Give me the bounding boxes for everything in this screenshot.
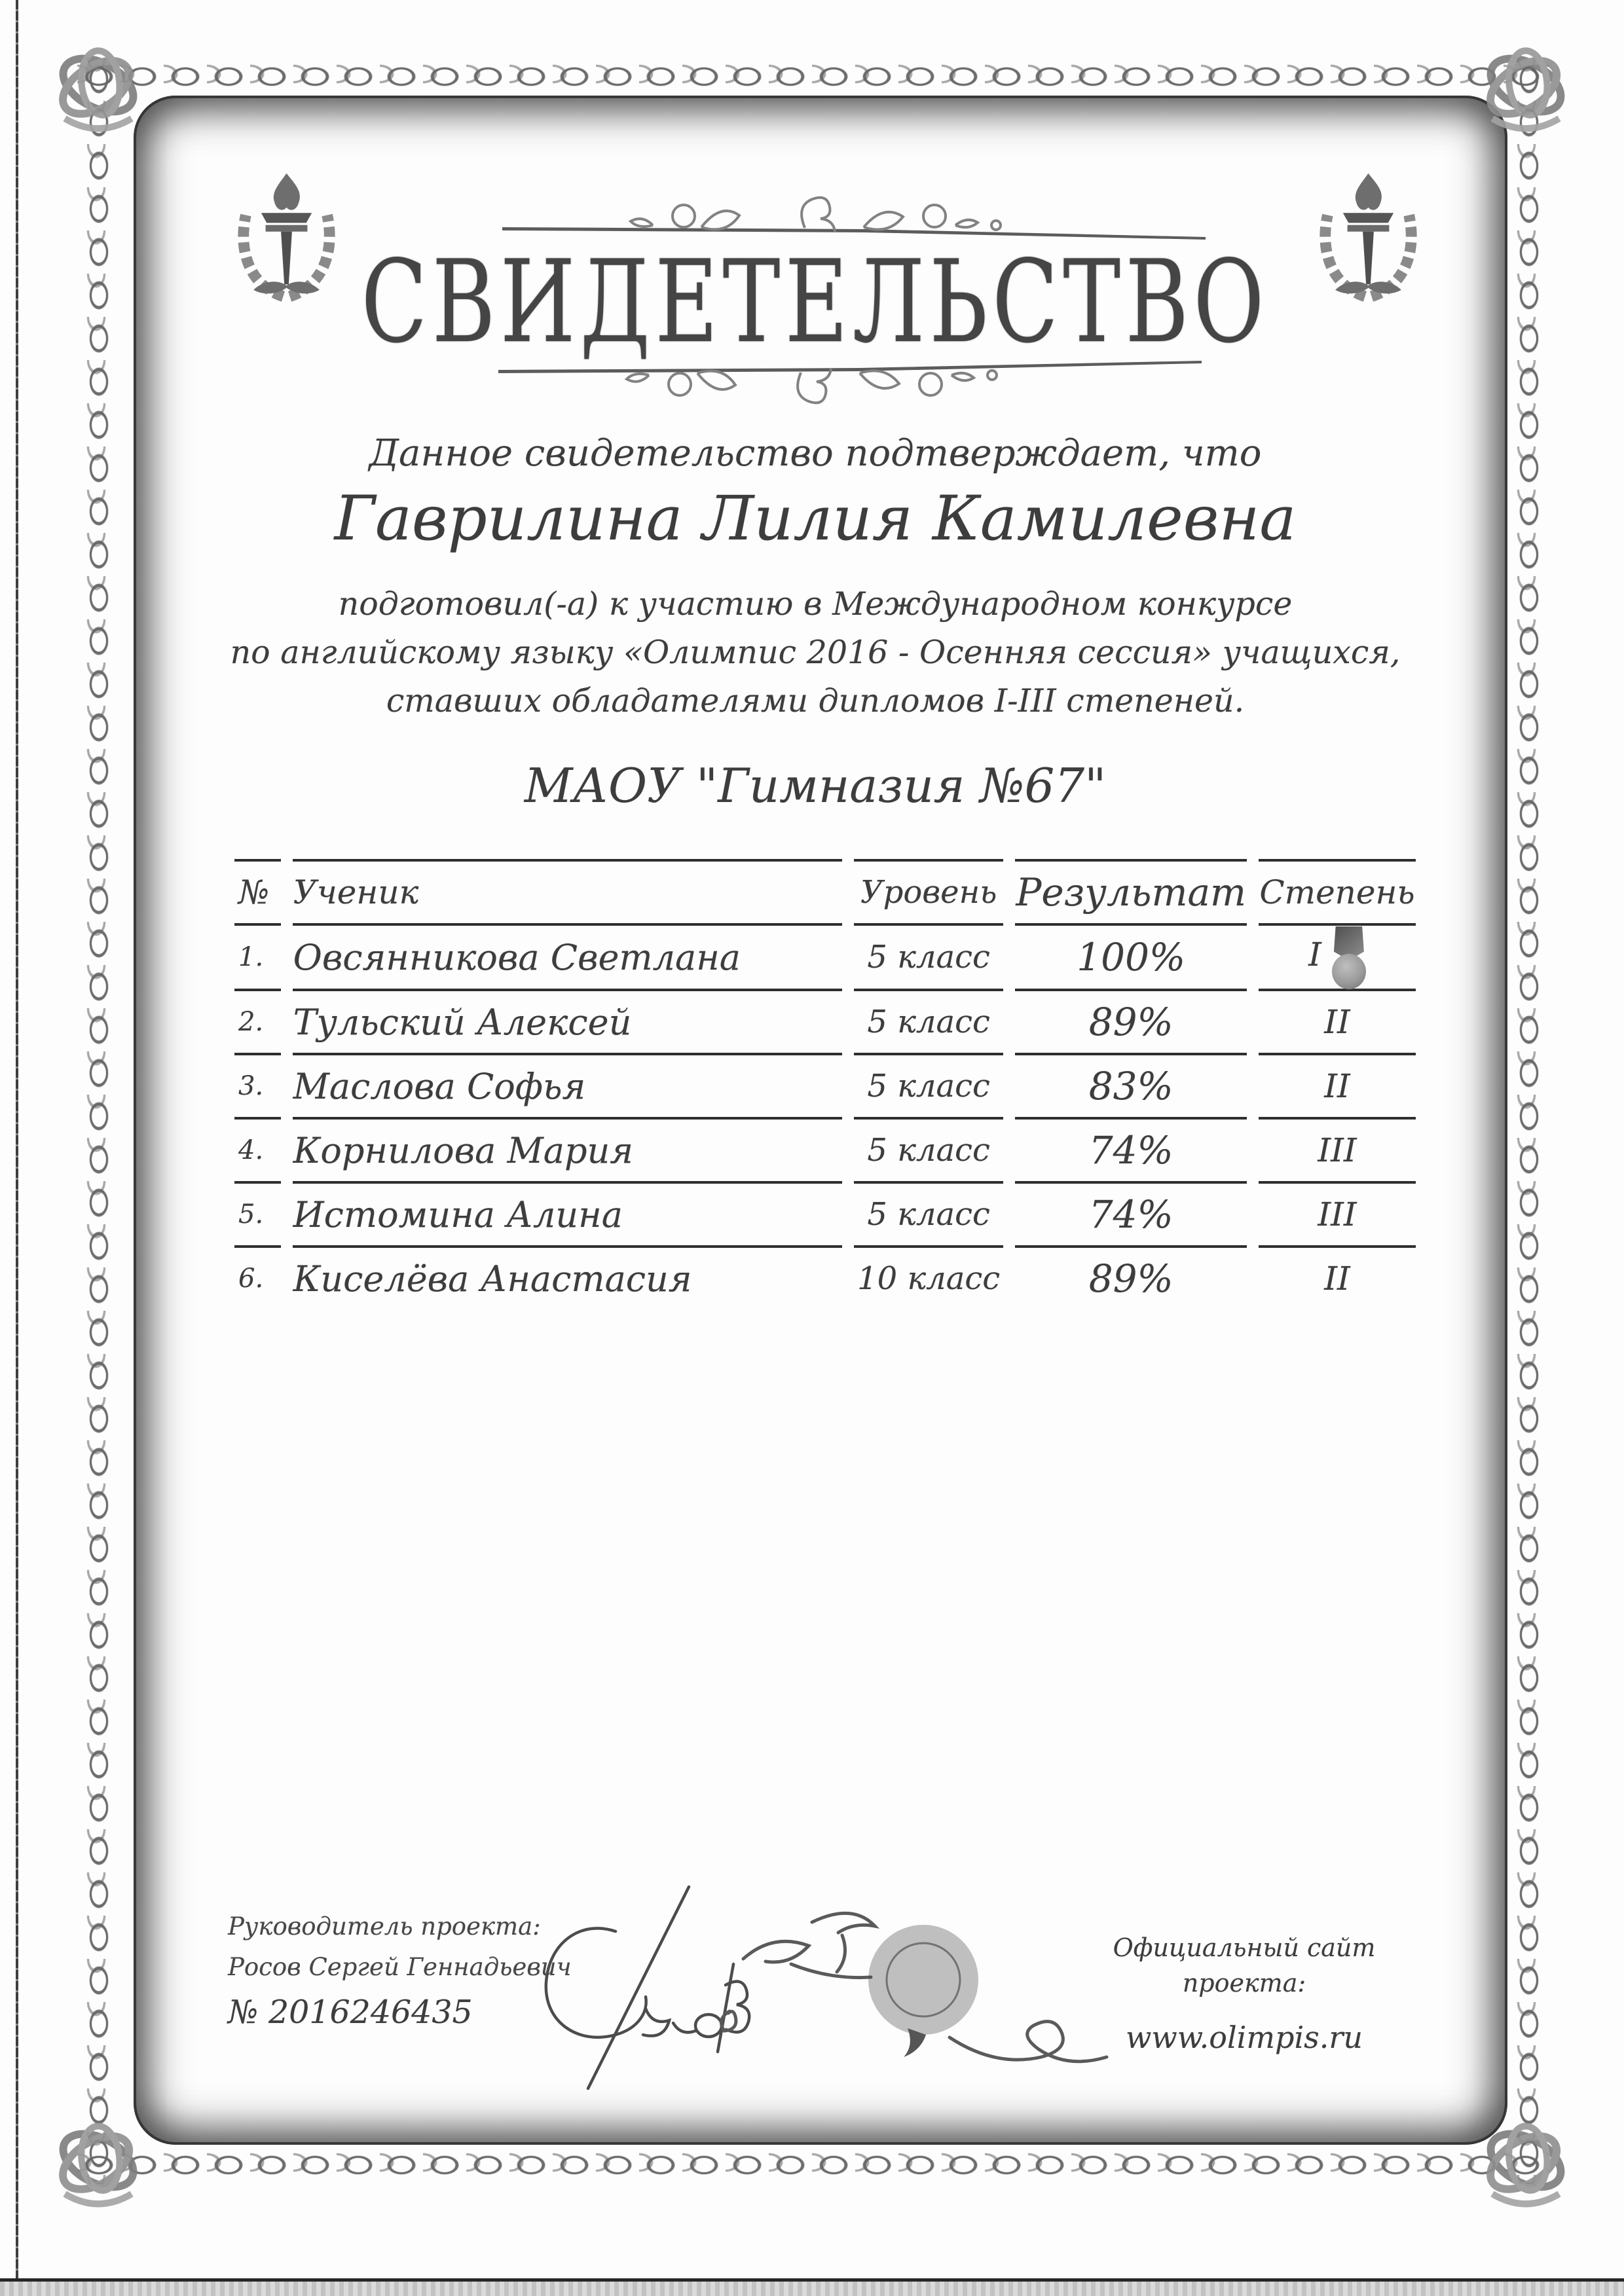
table-row: [234, 926, 1416, 991]
row-degree: II: [1259, 991, 1416, 1055]
scan-edge-line: [16, 0, 18, 2296]
certificate-title-wrap: [196, 236, 1434, 369]
row-result: 100%: [1015, 926, 1247, 991]
row-num: 5.: [234, 1184, 281, 1248]
rope-border-bottom: [77, 2146, 1549, 2184]
leader-label: Руководитель проекта:: [228, 1912, 541, 1941]
statement-line-3: ставших обладателями дипломов I-III степеней.: [386, 682, 1245, 720]
certificate-number: № 2016246435: [228, 1994, 473, 2031]
row-num: 6.: [238, 1264, 264, 1294]
row-level: 5 класс: [854, 926, 1003, 991]
row-student: Киселёва Анастасия: [293, 1258, 692, 1300]
row-level: 5 класс: [854, 1055, 1003, 1120]
statement-line-2: по английскому языку «Олимпис 2016 - Осенняя сессия» учащихся,: [230, 634, 1401, 671]
row-result: 74%: [1015, 1184, 1247, 1248]
row-level: 5 класс: [854, 991, 1003, 1055]
row-result: 89%: [1088, 1256, 1173, 1301]
official-site-block: [1067, 1930, 1421, 2057]
school-name: МАОУ "Гимназия №67": [524, 758, 1107, 813]
corner-knot-icon: [43, 2105, 154, 2216]
row-level: 10 класс: [857, 1260, 1001, 1297]
header-degree: Степень: [1259, 859, 1416, 926]
table-row: [234, 1055, 1416, 1120]
leader-name: Росов Сергей Геннадьевич: [228, 1953, 572, 1981]
rope-border-top: [77, 58, 1549, 96]
header-num: №: [234, 859, 281, 926]
table-header-row: [234, 859, 1416, 926]
site-label: Официальный сайт проекта:: [1113, 1933, 1376, 1997]
site-url: www.olimpis.ru: [1125, 2020, 1363, 2055]
certificate-title: СВИДЕТЕЛЬСТВО: [361, 236, 1270, 369]
table-row: [234, 991, 1416, 1055]
corner-knot-icon: [1470, 2105, 1581, 2216]
statement-line-1: подготовил(-а) к участию в Международном конкурсе: [338, 585, 1293, 623]
row-level: 5 класс: [854, 1184, 1003, 1248]
table-row: [234, 1120, 1416, 1184]
row-degree: [1259, 926, 1416, 991]
scan-bottom-band: [0, 2282, 1624, 2296]
ornamental-divider-icon: [496, 191, 1211, 244]
row-num: 1.: [234, 926, 281, 991]
corner-knot-icon: [1470, 29, 1581, 141]
row-degree: III: [1259, 1120, 1416, 1184]
intro-line: Данное свидетельство подтверждает, что: [369, 432, 1262, 475]
row-num: 4.: [234, 1120, 281, 1184]
row-student: Тульский Алексей: [293, 991, 842, 1055]
header-result: Результат: [1015, 859, 1247, 926]
row-student: Корнилова Мария: [293, 1120, 842, 1184]
results-table-wrap: [223, 859, 1428, 1309]
results-table: [223, 859, 1428, 1309]
row-result: 83%: [1015, 1055, 1247, 1120]
rope-border-left: [80, 58, 118, 2184]
header-student: Ученик: [293, 859, 842, 926]
row-student: Истомина Алина: [293, 1184, 842, 1248]
row-degree: II: [1324, 1260, 1350, 1298]
row-student: Овсянникова Светлана: [293, 926, 842, 991]
row-num: 3.: [234, 1055, 281, 1120]
header-level: Уровень: [854, 859, 1003, 926]
row-result: 74%: [1015, 1120, 1247, 1184]
row-result: 89%: [1015, 991, 1247, 1055]
row-student: Маслова Софья: [293, 1055, 842, 1120]
row-degree: II: [1259, 1055, 1416, 1120]
row-degree: III: [1259, 1184, 1416, 1248]
ornamental-divider-icon: [492, 357, 1208, 409]
row-num: 2.: [234, 991, 281, 1055]
recipient-name: Гаврилина Лилия Камилевна: [334, 483, 1297, 555]
row-level: 5 класс: [854, 1120, 1003, 1184]
first-degree-medal-icon: [1332, 926, 1366, 988]
statement-body: [196, 580, 1434, 725]
rope-border-right: [1510, 58, 1548, 2184]
table-row: [234, 1248, 1416, 1309]
corner-knot-icon: [43, 29, 154, 141]
degree-numeral: I: [1308, 936, 1321, 974]
table-row: [234, 1184, 1416, 1248]
